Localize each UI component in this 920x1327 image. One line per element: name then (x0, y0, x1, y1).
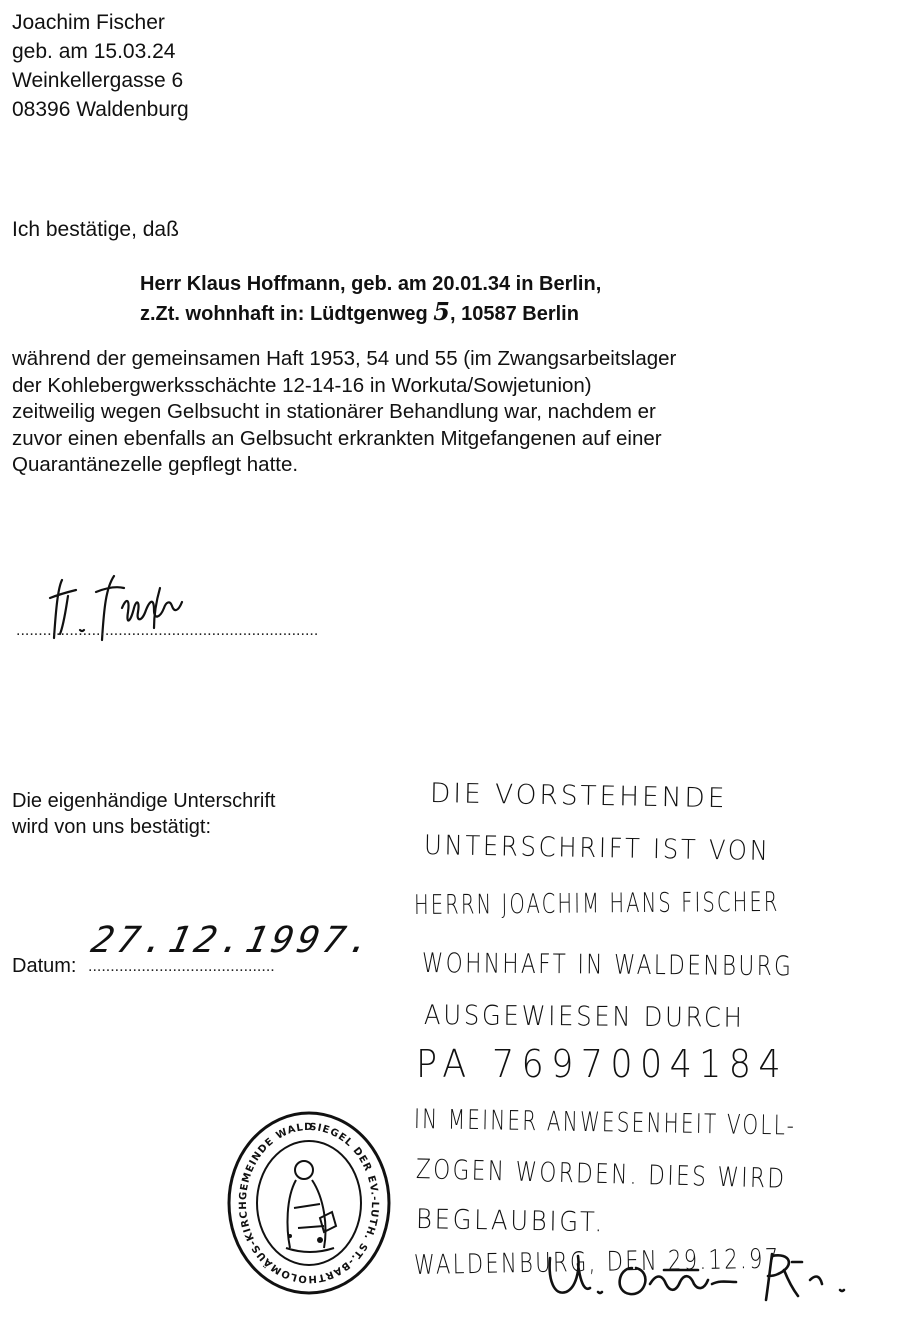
handwritten-line: IN MEINER ANWESENHEIT VOLL- (413, 1104, 797, 1142)
handwritten-line: PA 7697004184 (416, 1042, 788, 1086)
subject-line-2-prefix: z.Zt. wohnhaft in: Lüdtgenweg (140, 303, 434, 325)
handwritten-line: BEGLAUBIGT. (415, 1204, 606, 1239)
pastor-signature-handwriting (540, 1240, 900, 1310)
subject-house-number: 5 (433, 297, 450, 326)
svg-text:SIEGEL DER EV.-LUTH. ST.-BARTH (224, 1108, 380, 1284)
sender-address (12, 8, 189, 124)
handwritten-line: ZOGEN WORDEN. DIES WIRD (415, 1154, 787, 1195)
body-line: Quarantänezelle gepflegt hatte. (12, 453, 299, 476)
subject-block (140, 270, 601, 328)
handwritten-line: WOHNHAFT IN WALDENBURG (421, 948, 794, 983)
body-line: zeitweilig wegen Gelbsucht in stationärer Behandlung war, nachdem er (12, 400, 656, 423)
sender-city: 08396 Waldenburg (12, 98, 189, 121)
subject-line-1: Herr Klaus Hoffmann, geb. am 20.01.34 in Berlin, (140, 273, 602, 295)
sender-street: Weinkellergasse 6 (12, 69, 184, 92)
datum-dotted-line: .......................................... (88, 958, 275, 975)
subject-line-2 (140, 298, 601, 328)
handwritten-line: AUSGEWIESEN DURCH (423, 1000, 745, 1034)
handwritten-line: WALDENBURG, DEN 29.12.97 (413, 1243, 781, 1281)
intro-text: Ich bestätige, daß (12, 218, 179, 241)
sender-name: Joachim Fischer (12, 11, 165, 34)
body-line: zuvor einen ebenfalls an Gelbsucht erkrankten Mitgefangenen auf einer (12, 426, 662, 450)
datum-handwritten-date: 27.12.1997. (87, 920, 379, 961)
signature-dotted-line: .................................................................... (16, 622, 319, 639)
church-seal (224, 1108, 394, 1298)
subject-line-2-suffix: , 10587 Berlin (449, 303, 579, 325)
church-seal-icon (224, 1108, 394, 1298)
body-line: der Kohlebergwerksschächte 12-14-16 in Workuta/Sowjetunion) (12, 373, 592, 397)
sender-birth: geb. am 15.03.24 (12, 40, 176, 63)
fischer-signature-text (0, 0, 1, 1)
confirmation-text (12, 788, 276, 840)
pastor-signature (540, 1240, 900, 1310)
datum-label: Datum: (12, 955, 77, 977)
confirmation-line-2: wird von uns bestätigt: (12, 816, 211, 838)
handwritten-line: DIE VORSTEHENDE (429, 778, 728, 815)
confirmation-line-1: Die eigenhändige Unterschrift (12, 790, 276, 812)
handwritten-line: HERRN JOACHIM HANS FISCHER (413, 886, 780, 921)
seal-text: SIEGEL DER EV.-LUTH. ST.-BARTHOLOMÄUS-KIRCHGEMEINDE WALD (237, 1121, 381, 1285)
handwritten-line: UNTERSCHRIFT IST VON (423, 830, 771, 868)
body-line: während der gemeinsamen Haft 1953, 54 und 55 (im Zwangsarbeitslager (12, 347, 677, 370)
signature-area (10, 568, 390, 648)
body-paragraph (12, 346, 676, 479)
